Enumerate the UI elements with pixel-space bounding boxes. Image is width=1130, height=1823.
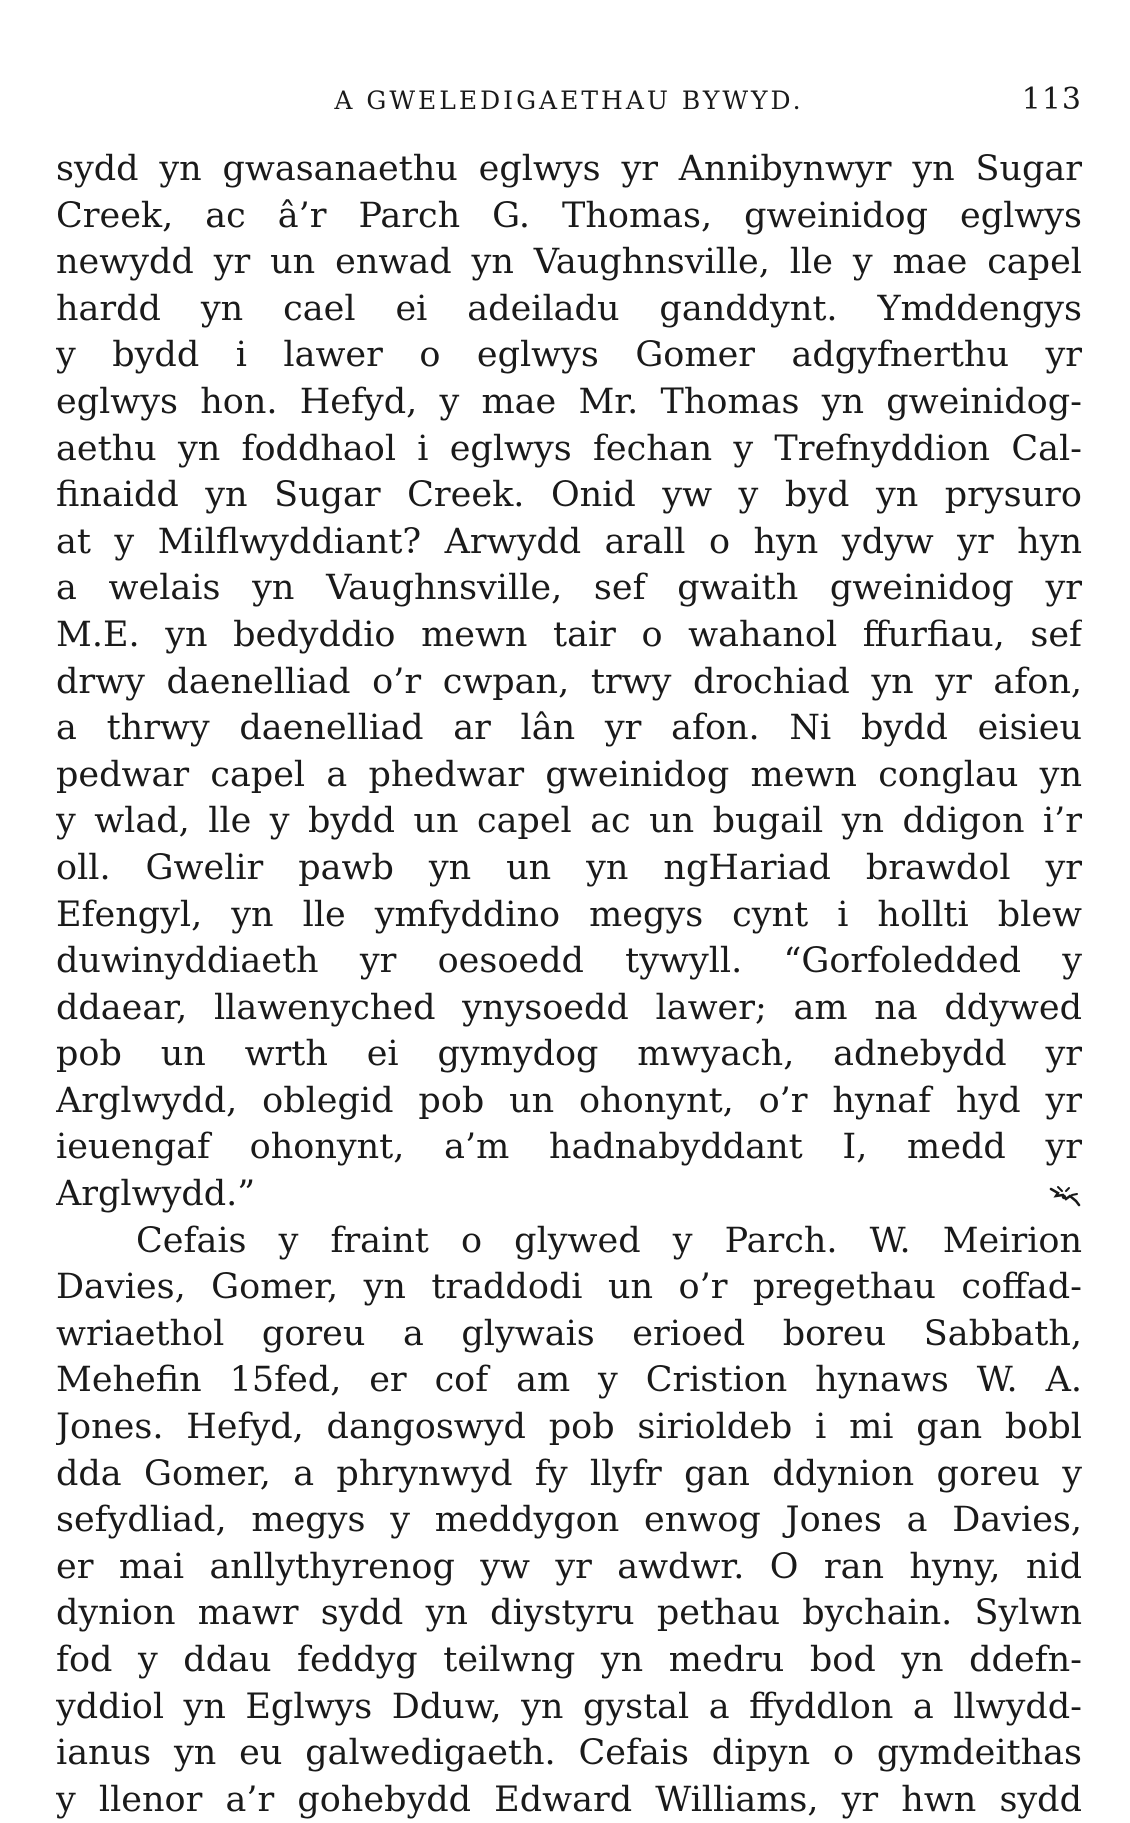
text-line: drwy daenelliad o’r cwpan, trwy drochiad yn yr afon,	[56, 661, 1082, 702]
text-line: y llenor a’r gohebydd Edward Williams, yr hwn sydd	[56, 1779, 1082, 1820]
text-line: dda Gomer, a phrynwyd fy llyfr gan ddynion goreu y	[56, 1453, 1082, 1494]
text-line: er mai anllythyrenog yw yr awdwr. O ran hyny, nid	[56, 1546, 1082, 1587]
text-line: M.E. yn bedyddio mewn tair o wahanol ffurfiau, sef	[56, 614, 1082, 655]
text-line: y bydd i lawer o eglwys Gomer adgyfnerthu yr	[56, 335, 1082, 376]
text-line: dynion mawr sydd yn diystyru pethau bychain. Sylwn	[56, 1593, 1082, 1634]
text-line: a thrwy daenelliad ar lân yr afon. Ni bydd eisieu	[56, 708, 1082, 749]
text-line: Creek, ac â’r Parch G. Thomas, gweinidog eglwys	[56, 195, 1082, 236]
text-line: Arglwydd, oblegid pob un ohonynt, o’r hynaf hyd yr	[56, 1080, 1082, 1121]
text-line: oll. Gwelir pawb yn un yn ngHariad brawdol yr	[56, 847, 1082, 888]
text-line: duwinyddiaeth yr oesoedd tywyll. “Gorfoledded y	[56, 941, 1082, 982]
text-line: hardd yn cael ei adeiladu ganddynt. Ymddengys	[56, 288, 1082, 329]
running-head	[56, 82, 1082, 122]
text-line: ieuengaf ohonynt, a’m hadnabyddant I, medd yr	[56, 1127, 1082, 1168]
text-line: Jones. Hefyd, dangoswyd pob sirioldeb i mi gan bobl	[56, 1407, 1082, 1448]
text-line: finaidd yn Sugar Creek. Onid yw y byd yn prysuro	[56, 475, 1082, 516]
paragraph-first-line: Cefais y fraint o glywed y Parch. W. Meirion	[136, 1220, 1082, 1261]
text-line: aethu yn foddhaol i eglwys fechan y Trefnyddion Cal-	[56, 428, 1082, 469]
text-line: y wlad, lle y bydd un capel ac un bugail yn ddigon i’r	[56, 801, 1082, 842]
text-line: eglwys hon. Hefyd, y mae Mr. Thomas yn gweinidog-	[56, 381, 1082, 422]
body-text	[56, 146, 1082, 1823]
page-number: 113	[1021, 82, 1082, 117]
text-line: Efengyl, yn lle ymfyddino megys cynt i hollti blew	[56, 894, 1082, 935]
text-line: ddaear, llawenyched ynysoedd lawer; am na ddywed	[56, 987, 1082, 1028]
text-line: at y Milflwyddiant? Arwydd arall o hyn ydyw yr hyn	[56, 521, 1082, 562]
text-line: newydd yr un enwad yn Vaughnsville, lle y mae capel	[56, 242, 1082, 283]
text-line: wriaethol goreu a glywais erioed boreu Sabbath,	[56, 1313, 1082, 1354]
text-line: fod y ddau feddyg teilwng yn medru bod yn ddefn-	[56, 1640, 1082, 1680]
text-line: pedwar capel a phedwar gweinidog mewn conglau yn	[56, 754, 1082, 795]
text-line: sefydliad, megys y meddygon enwog Jones a Davies,	[56, 1500, 1082, 1541]
running-title: A GWELEDIGAETHAU BYWYD.	[334, 86, 804, 115]
text-line: Davies, Gomer, yn traddodi un o’r pregethau coffad-	[56, 1267, 1082, 1308]
text-line: a welais yn Vaughnsville, sef gwaith gweinidog yr	[56, 568, 1082, 609]
text-line: yddiol yn Eglwys Dduw, yn gystal a ffyddlon a llwydd-	[56, 1686, 1082, 1727]
text-line: ianus yn eu galwedigaeth. Cefais dipyn o gymdeithas	[56, 1733, 1082, 1774]
paragraph-last-line: Arglwydd.”	[56, 1174, 256, 1215]
text-line: pob un wrth ei gymydog mwyach, adnebydd yr	[56, 1034, 1082, 1075]
text-line: Mehefin 15fed, er cof am y Cristion hynaws W. A.	[56, 1360, 1082, 1401]
printer-ornament-icon	[1048, 1183, 1082, 1211]
text-line: sydd yn gwasanaethu eglwys yr Annibynwyr yn Sugar	[56, 149, 1082, 189]
